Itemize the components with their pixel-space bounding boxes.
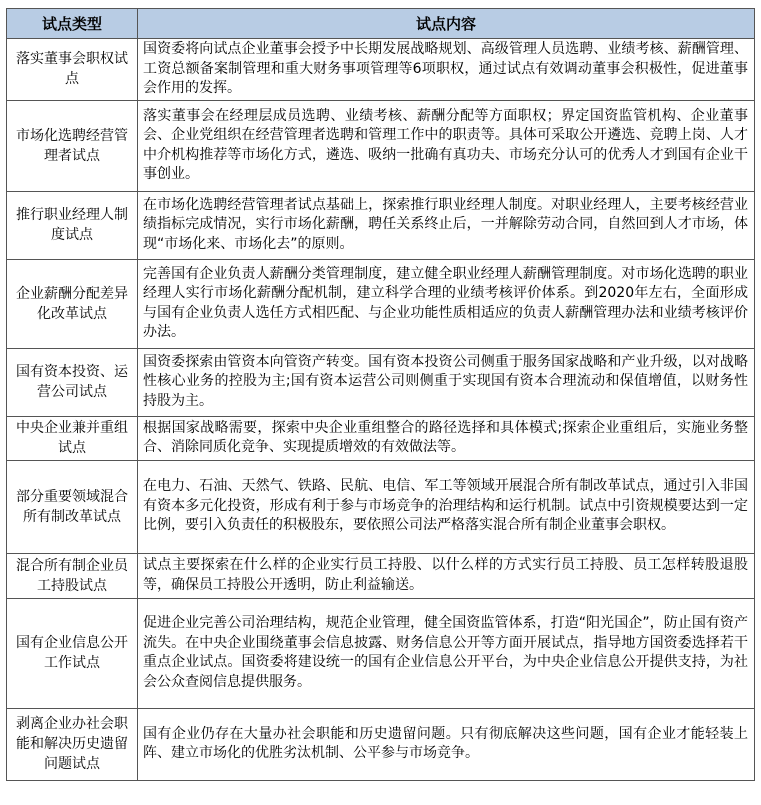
pilot-type-cell: 企业薪酬分配差异化改革试点 (7, 259, 138, 348)
table-row (7, 598, 755, 708)
pilot-content-cell: 在市场化选聘经营管理者试点基础上，探索推行职业经理人制度。对职业经理人，主要考核经营业绩指标完成情况，实行市场化薪酬，聘任关系终止后，一并解除劳动合同，自然回到人才市场，体现“市场化来、市场化去”的原则。 (138, 191, 755, 259)
table-row (7, 39, 755, 101)
pilot-content-cell: 根据国家战略需要，探索中央企业重组整合的路径选择和具体模式;探索企业重组后，实施业务整合、消除同质化竞争、实现提质增效的有效做法等。 (138, 416, 755, 460)
table-row (7, 708, 755, 780)
pilot-type-cell: 剥离企业办社会职能和解决历史遗留问题试点 (7, 708, 138, 780)
table-row (7, 348, 755, 416)
pilot-type-cell: 国有企业信息公开工作试点 (7, 598, 138, 708)
table-row (7, 553, 755, 598)
pilot-type-cell: 国有资本投资、运营公司试点 (7, 348, 138, 416)
pilot-content-cell: 试点主要探索在什么样的企业实行员工持股、以什么样的方式实行员工持股、员工怎样转股退股等，确保员工持股公开透明，防止利益输送。 (138, 553, 755, 598)
pilot-table-container (6, 8, 754, 781)
table-row (7, 191, 755, 259)
table-row (7, 460, 755, 553)
pilot-content-cell: 促进企业完善公司治理结构，规范企业管理，健全国资监管体系，打造“阳光国企”，防止国有资产流失。在中央企业围绕董事会信息披露、财务信息公开等方面开展试点，指导地方国资委选择若干重点企业试点。国资委将建设统一的国有企业信息公开平台，为中央企业信息公开提供支持，为社会公众查阅信息提供服务。 (138, 598, 755, 708)
pilot-reform-table (6, 8, 755, 781)
pilot-type-cell: 部分重要领域混合所有制改革试点 (7, 460, 138, 553)
pilot-content-cell: 在电力、石油、天然气、铁路、民航、电信、军工等领域开展混合所有制改革试点，通过引入非国有资本多元化投资，形成有利于参与市场竞争的治理结构和运行机制。试点中引资规模要达到一定比例，要引入负责任的积极股东，要依照公司法严格落实混合所有制企业董事会职权。 (138, 460, 755, 553)
pilot-content-cell: 国有企业仍存在大量办社会职能和历史遗留问题。只有彻底解决这些问题，国有企业才能轻装上阵、建立市场化的优胜劣汰机制、公平参与市场竞争。 (138, 708, 755, 780)
table-row (7, 100, 755, 191)
header-pilot-type: 试点类型 (7, 9, 138, 39)
pilot-content-cell: 国资委将向试点企业董事会授予中长期发展战略规划、高级管理人员选聘、业绩考核、薪酬管理、工资总额备案制管理和重大财务事项管理等6项职权，通过试点有效调动董事会积极性，促进董事会作用的发挥。 (138, 39, 755, 101)
pilot-content-cell: 落实董事会在经理层成员选聘、业绩考核、薪酬分配等方面职权；界定国资监管机构、企业董事会、企业党组织在经营管理者选聘和管理工作中的职责等。具体可采取公开遴选、竞聘上岗、人才中介机构推荐等市场化方式，遴选、吸纳一批确有真功夫、市场充分认可的优秀人才到国有企业干事创业。 (138, 100, 755, 191)
pilot-type-cell: 混合所有制企业员工持股试点 (7, 553, 138, 598)
table-header-row (7, 9, 755, 39)
pilot-type-cell: 落实董事会职权试点 (7, 39, 138, 101)
table-row (7, 259, 755, 348)
pilot-content-cell: 完善国有企业负责人薪酬分类管理制度，建立健全职业经理人薪酬管理制度。对市场化选聘的职业经理人实行市场化薪酬分配机制，建立科学合理的业绩考核评价体系。到2020年左右，全面形成与国有企业负责人选任方式相匹配、与企业功能性质相适应的负责人薪酬管理办法和业绩考核评价办法。 (138, 259, 755, 348)
pilot-type-cell: 推行职业经理人制度试点 (7, 191, 138, 259)
pilot-type-cell: 中央企业兼并重组试点 (7, 416, 138, 460)
pilot-content-cell: 国资委探索由管资本向管资产转变。国有资本投资公司侧重于服务国家战略和产业升级，以对战略性核心业务的控股为主;国有资本运营公司则侧重于实现国有资本合理流动和保值增值，以财务性持股为主。 (138, 348, 755, 416)
pilot-type-cell: 市场化选聘经营管理者试点 (7, 100, 138, 191)
table-row (7, 416, 755, 460)
header-pilot-content: 试点内容 (138, 9, 755, 39)
